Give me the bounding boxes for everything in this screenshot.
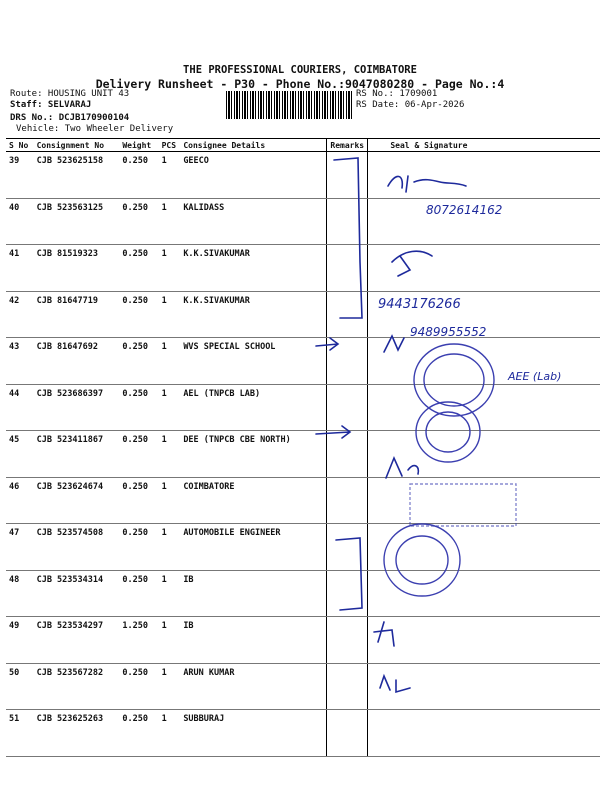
- col-header-remarks: Remarks: [327, 139, 368, 152]
- cell-weight: 0.250: [119, 570, 158, 617]
- col-header-pcs: PCS: [159, 139, 181, 152]
- col-header-consignment: Consignment No: [34, 139, 120, 152]
- cell-pcs: 1: [159, 291, 181, 338]
- cell-consignee: WVS SPECIAL SCHOOL: [180, 338, 327, 385]
- signature-row43: [384, 336, 404, 352]
- cell-weight: 0.250: [119, 477, 158, 524]
- cell-consignee: AUTOMOBILE ENGINEER: [180, 524, 327, 571]
- drs-number: DRS No.: DCJB170900104: [10, 113, 130, 123]
- cell-sno: 45: [6, 431, 34, 478]
- cell-consignment: CJB 523534297: [34, 617, 120, 664]
- cell-consignment: CJB 523625263: [34, 710, 120, 757]
- cell-weight: 0.250: [119, 338, 158, 385]
- cell-sno: 47: [6, 524, 34, 571]
- col-header-sno: S No: [6, 139, 34, 152]
- tamil-seal-block: [410, 484, 516, 526]
- remarks-bracket-upper: [334, 158, 362, 318]
- cell-pcs: 1: [159, 338, 181, 385]
- cell-pcs: 1: [159, 710, 181, 757]
- cell-consignment: CJB 81647692: [34, 338, 120, 385]
- cell-sno: 50: [6, 663, 34, 710]
- cell-consignment: CJB 523563125: [34, 198, 120, 245]
- cell-pcs: 1: [159, 198, 181, 245]
- runsheet-subtitle: Delivery Runsheet - P30 - Phone No.:9047080280 - Page No.:4: [95, 77, 505, 91]
- cell-consignee: SUBBURAJ: [180, 710, 327, 757]
- delivered-arrow-2: [316, 426, 350, 438]
- cell-weight: 0.250: [119, 663, 158, 710]
- cell-consignment: CJB 523686397: [34, 384, 120, 431]
- cell-sno: 39: [6, 152, 34, 199]
- cell-consignment: CJB 81519323: [34, 245, 120, 292]
- cell-weight: 0.250: [119, 198, 158, 245]
- remarks-bracket-lower: [336, 538, 362, 610]
- cell-weight: 0.250: [119, 384, 158, 431]
- cell-pcs: 1: [159, 245, 181, 292]
- signature-row46: [386, 458, 418, 478]
- cell-consignment: CJB 523625158: [34, 152, 120, 199]
- office-stamp-1: [414, 344, 494, 416]
- rs-date: RS Date: 06-Apr-2026: [356, 100, 465, 110]
- staff-label: Staff: SELVARAJ: [10, 100, 92, 110]
- delivered-arrow-1: [316, 338, 338, 350]
- cell-consignment: CJB 523534314: [34, 570, 120, 617]
- signature-row41: [392, 251, 432, 276]
- signature-row50: [374, 622, 394, 646]
- cell-consignee: AEL (TNPCB LAB): [180, 384, 327, 431]
- signature-row39: [388, 176, 466, 192]
- cell-consignee: ARUN KUMAR: [180, 663, 327, 710]
- cell-sno: 48: [6, 570, 34, 617]
- cell-pcs: 1: [159, 431, 181, 478]
- cell-pcs: 1: [159, 570, 181, 617]
- cell-weight: 0.250: [119, 431, 158, 478]
- handwritten-phone-row40: 8072614162: [426, 203, 503, 217]
- cell-consignee: IB: [180, 570, 327, 617]
- cell-sno: 41: [6, 245, 34, 292]
- handwritten-note-row44: AEE (Lab): [508, 370, 562, 383]
- cell-weight: 0.250: [119, 524, 158, 571]
- cell-weight: 0.250: [119, 152, 158, 199]
- col-header-seal: Seal & Signature: [368, 139, 600, 152]
- cell-consignee: KALIDASS: [180, 198, 327, 245]
- cell-consignment: CJB 523624674: [34, 477, 120, 524]
- cell-consignment: CJB 81647719: [34, 291, 120, 338]
- cell-pcs: 1: [159, 384, 181, 431]
- cell-sno: 44: [6, 384, 34, 431]
- cell-consignee: DEE (TNPCB CBE NORTH): [180, 431, 327, 478]
- cell-weight: 0.250: [119, 710, 158, 757]
- cell-sno: 46: [6, 477, 34, 524]
- col-header-weight: Weight: [119, 139, 158, 152]
- cell-sno: 43: [6, 338, 34, 385]
- col-header-consignee: Consignee Details: [180, 139, 327, 152]
- cell-pcs: 1: [159, 477, 181, 524]
- cell-consignment: CJB 523574508: [34, 524, 120, 571]
- cell-consignee: K.K.SIVAKUMAR: [180, 291, 327, 338]
- cell-pcs: 1: [159, 524, 181, 571]
- cell-consignment: CJB 523567282: [34, 663, 120, 710]
- cell-weight: 0.250: [119, 245, 158, 292]
- cell-pcs: 1: [159, 617, 181, 664]
- cell-consignee: IB: [180, 617, 327, 664]
- cell-weight: 1.250: [119, 617, 158, 664]
- cell-pcs: 1: [159, 663, 181, 710]
- cell-consignee: GEECO: [180, 152, 327, 199]
- cell-weight: 0.250: [119, 291, 158, 338]
- cell-sno: 40: [6, 198, 34, 245]
- cell-pcs: 1: [159, 152, 181, 199]
- cell-consignment: CJB 523411867: [34, 431, 120, 478]
- signature-row51: [380, 676, 410, 692]
- document-title: THE PROFESSIONAL COURIERS, COIMBATORE: [183, 64, 417, 76]
- handwritten-phone-row43: 9489955552: [410, 325, 487, 339]
- cell-consignee: K.K.SIVAKUMAR: [180, 245, 327, 292]
- cell-sno: 51: [6, 710, 34, 757]
- cell-sno: 49: [6, 617, 34, 664]
- rs-number: RS No.: 1709001: [356, 89, 438, 99]
- cell-sno: 42: [6, 291, 34, 338]
- cell-consignee: COIMBATORE: [180, 477, 327, 524]
- route-label: Route: HOUSING UNIT 43: [10, 89, 130, 99]
- handwritten-phone-row42: 9443176266: [378, 297, 461, 312]
- vehicle-label: Vehicle: Two Wheeler Delivery: [16, 124, 174, 134]
